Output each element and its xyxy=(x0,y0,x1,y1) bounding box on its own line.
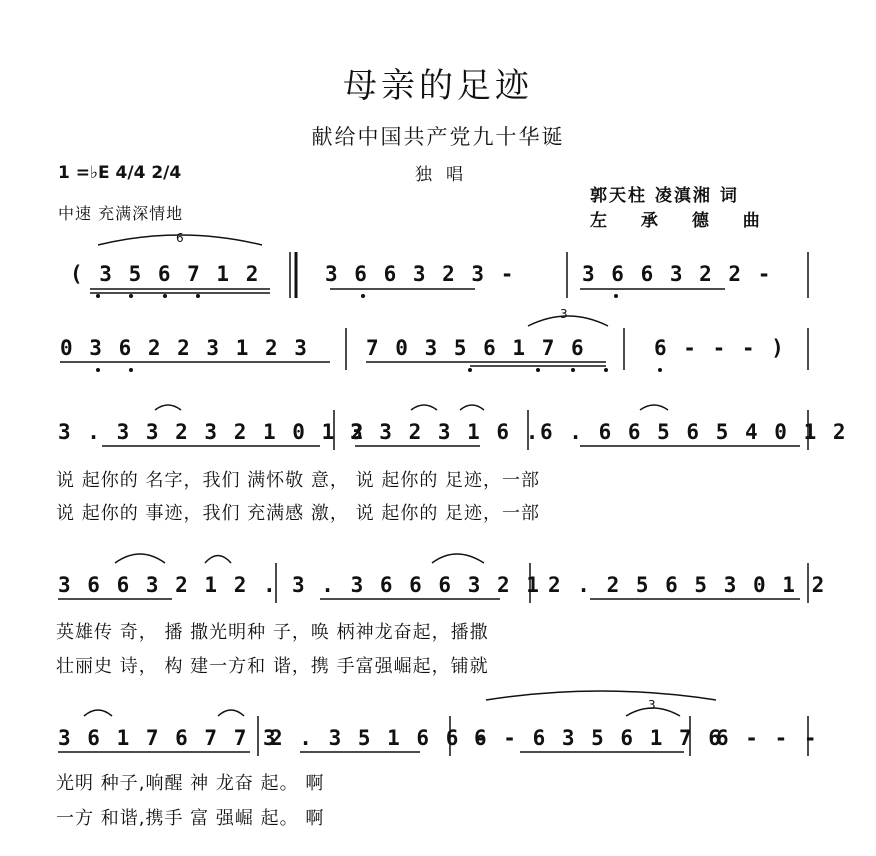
octave-dot xyxy=(571,368,575,372)
lyrics-line3-verse1: 说 起你的 名字，我们 满怀敬 意， 说 起你的 足迹，一部 xyxy=(56,470,541,491)
slur xyxy=(218,710,244,716)
score-line2-measure3: 6 - - - ) xyxy=(654,336,786,360)
composer-credit: 左 承 德 曲 xyxy=(590,211,774,231)
octave-dot xyxy=(361,294,365,298)
slur xyxy=(84,710,112,716)
slur xyxy=(115,554,165,563)
lyricist-credit: 郭天柱 凌滇湘 词 xyxy=(590,186,739,206)
octave-dot xyxy=(536,368,540,372)
octave-dot xyxy=(129,294,133,298)
score-line5-measure4: 6 - - - xyxy=(716,726,819,750)
score-line5-measure1: 3 6 1 7 6 7 7 3 xyxy=(58,726,278,750)
score-line4-measure2: 3 . 3 6 6 6 3 2 1 xyxy=(292,573,541,597)
song-title: 母亲的足迹 xyxy=(343,66,533,106)
octave-dot xyxy=(468,368,472,372)
lyrics-line4-verse1: 英雄传 奇， 播 撒光明种 子，唤 柄神龙奋起，播撒 xyxy=(56,622,489,643)
score-line3-measure2: 3 3 2 3 1 6 . xyxy=(350,420,541,444)
song-subtitle: 献给中国共产党九十华诞 xyxy=(311,125,565,149)
slur xyxy=(98,235,262,245)
tuplet-marker-line2: 3 xyxy=(560,307,568,321)
octave-dot xyxy=(96,294,100,298)
octave-dot xyxy=(614,294,618,298)
tempo-marking: 中速 充满深情地 xyxy=(58,204,184,223)
octave-dot xyxy=(129,368,133,372)
octave-dot xyxy=(196,294,200,298)
slur xyxy=(486,691,716,700)
score-line5-measure2: 2 . 3 5 1 6 6 - xyxy=(270,726,490,750)
slur xyxy=(528,316,608,326)
slur xyxy=(432,554,484,563)
octave-dot xyxy=(163,294,167,298)
slur xyxy=(155,405,181,410)
tuplet-marker-line1: 6 xyxy=(176,231,184,245)
slur xyxy=(460,405,484,410)
slur xyxy=(205,556,231,564)
score-line1-measure2: 3 6 6 3 2 3 - xyxy=(325,262,516,286)
octave-dot xyxy=(96,368,100,372)
octave-dot xyxy=(604,368,608,372)
score-line1-measure3: 3 6 6 3 2 2 - xyxy=(582,262,773,286)
slur xyxy=(411,405,437,410)
slur xyxy=(640,405,668,410)
key-signature: 1 =♭E 4/4 2/4 xyxy=(58,163,182,183)
lyrics-line4-verse2: 壮丽史 诗， 构 建一方和 谐，携 手富强崛起，铺就 xyxy=(56,656,489,677)
score-line5-measure3: 6 - 6 3 5 6 1 7 6 xyxy=(474,726,723,750)
score-line2-measure1: 0 3 6 2 2 3 1 2 3 xyxy=(60,336,309,360)
performance-type: 独唱 xyxy=(415,165,477,185)
score-line4-measure3: 2 . 2 5 6 5 3 0 1 2 xyxy=(548,573,827,597)
score-line4-measure1: 3 6 6 3 2 1 2 . xyxy=(58,573,278,597)
lyrics-line5-verse1: 光明 种子,响醒 神 龙奋 起。 啊 xyxy=(56,773,325,794)
lyrics-line3-verse2: 说 起你的 事迹，我们 充满感 激， 说 起你的 足迹，一部 xyxy=(56,503,541,524)
lyrics-line5-verse2: 一方 和谐,携手 富 强崛 起。 啊 xyxy=(56,808,325,829)
score-line3-measure1: 3 . 3 3 2 3 2 1 0 1 2 xyxy=(58,420,366,444)
score-line1-intro: ( 3 5 6 7 1 2 xyxy=(70,262,261,286)
octave-dot xyxy=(658,368,662,372)
slur xyxy=(626,708,680,716)
score-line3-measure3: 6 . 6 6 5 6 5 4 0 1 2 xyxy=(540,420,848,444)
tuplet-marker-line5: 3 xyxy=(648,698,656,712)
score-line2-measure2: 7 0 3 5 6 1 7 6 xyxy=(366,336,586,360)
